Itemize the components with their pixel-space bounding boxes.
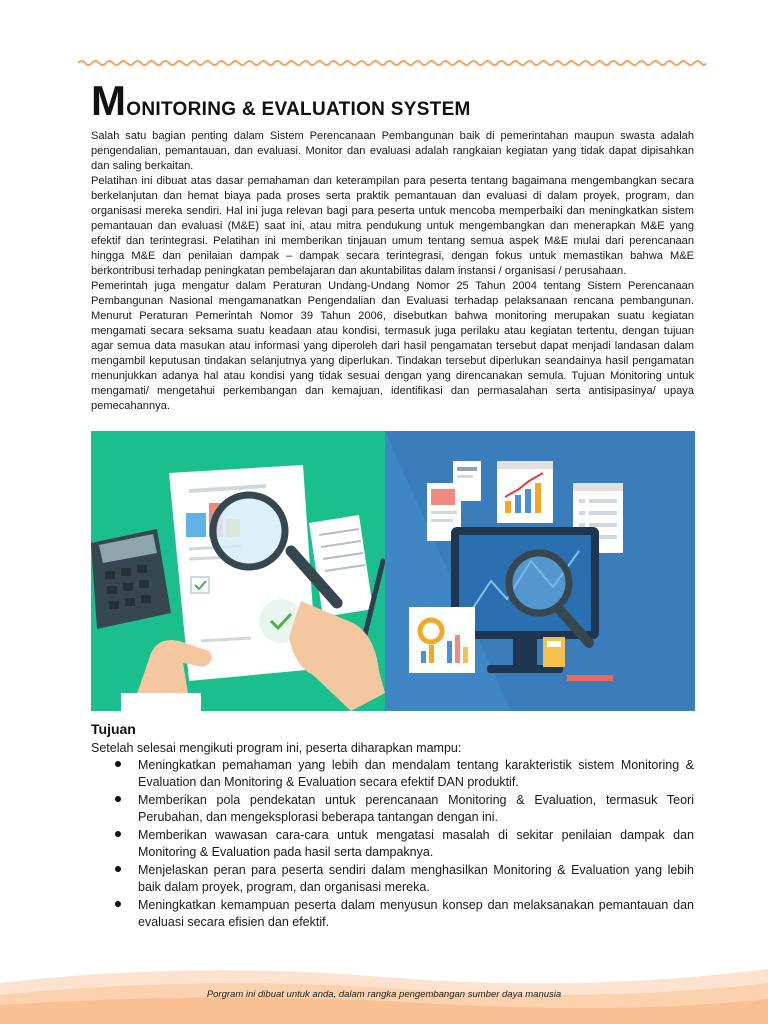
monitoring-illustration <box>91 431 695 711</box>
title-initial: M <box>91 77 127 124</box>
bullet-icon <box>115 761 121 767</box>
goal-text: Meningkatkan pemahaman yang lebih dan mendalam tentang karakteristik sistem Monitoring & Evaluation dan Monitoring & Evaluation secara efektif DAN produktif. <box>138 758 694 789</box>
bullet-icon <box>115 866 121 872</box>
intro-paragraph: Salah satu bagian penting dalam Sistem Perencanaan Pembangunan baik di pemerintahan maupun swasta adalah pengendalian, pemantauan, dan evaluasi. Monitor dan evaluasi adalah rangkaian kegiatan yang tidak dapat dipisahkan dan saling berkaitan. <box>91 130 694 172</box>
bullet-icon <box>115 831 121 837</box>
list-item <box>138 827 694 860</box>
section-title: Tujuan <box>91 721 136 737</box>
list-item <box>138 792 694 825</box>
bullet-icon <box>115 796 121 802</box>
intro-paragraph: Pelatihan ini dibuat atas dasar pemahaman dan keterampilan para peserta tentang bagaimana mengembangkan secara berkelanjutan dan hemat biaya pada proses serta praktik pemantauan dan evaluasi di dalam proyek, program, dan organisasi mereka sendiri. Hal ini juga relevan bagi para peserta untuk mencoba memperbaiki dan meningkatkan sistem pemantauan dan evaluasi (M&E) saat ini, atau mitra pendukung untuk mengembangkan dan menerapkan M&E yang efektif dan terintegrasi. Pelatihan ini memberikan tinjauan umum tentang semua aspek M&E mulai dari perencanaan hingga M&E dan penilaian dampak – dampak secara terintegrasi, dengan fokus untuk memastikan bahwa M&E berkontribusi terhadap peningkatan pembelajaran dan akuntabilitas dalam instansi / organisasi / perusahaan. <box>91 175 694 277</box>
goal-text: Meningkatkan kemampuan peserta dalam menyusun konsep dan melaksanakan pemantauan dan evaluasi secara efisien dan efektif. <box>138 898 694 929</box>
page-title <box>91 77 471 124</box>
calculator-icon <box>91 529 171 629</box>
goal-text: Memberikan pola pendekatan untuk perencanaan Monitoring & Evaluation, termasuk Teori Perubahan, dan mengeksplorasi beberapa tantangan dengan ini. <box>138 793 694 824</box>
goal-text: Menjelaskan peran para peserta sendiri dalam menghasilkan Monitoring & Evaluation yang lebih baik dalam proyek, program, dan organisasi mereka. <box>138 863 694 894</box>
list-item <box>138 757 694 790</box>
title-rest: ONITORING & EVALUATION SYSTEM <box>126 99 471 120</box>
footer-text: Porgram ini dibuat untuk anda, dalam rangka pengembangan sumber daya manusia <box>206 989 562 1000</box>
list-item <box>138 862 694 895</box>
top-wavy-rule-icon <box>78 58 706 68</box>
section-lead: Setelah selesai mengikuti program ini, peserta diharapkan mampu: <box>91 741 462 755</box>
intro-paragraph: Pemerintah juga mengatur dalam Peraturan Undang-Undang Nomor 25 Tahun 2004 tentang Sistem Perencanaan Pembangunan Nasional mengamanatkan Pengendalian dan Evaluasi terhadap pelaksanaan rencana pembangunan. Menurut Peraturan Pemerintah Nomor 39 Tahun 2006, disebutkan bahwa monitoring merupakan suatu kegiatan mengamati secara seksama suatu keadaan atau kondisi, termasuk juga perilaku atau kegiatan tertentu, dengan tujuan agar semua data masukan atau informasi yang diperoleh dari hasil pengamatan tersebut dapat menjadi landasan dalam mengambil keputusan tindakan selanjutnya yang diperlukan. Tindakan tersebut diperlukan seandainya hasil pengamatan menunjukkan adanya hal atau kondisi yang tidak sesuai dengan yang direncanakan semula. Tujuan Monitoring untuk mengamati/ mengetahui perkembangan dan kemajuan, identifikasi dan permasalahan serta antisipasinya/ upaya pemecahannya. <box>91 280 694 412</box>
goal-text: Memberikan wawasan cara-cara untuk mengatasi masalah di sekitar penilaian dampak dan Monitoring & Evaluation pada hasil serta dampaknya. <box>138 828 694 859</box>
list-item <box>138 897 694 930</box>
intro-text <box>91 129 694 414</box>
goal-list <box>138 757 694 932</box>
bullet-icon <box>115 901 121 907</box>
